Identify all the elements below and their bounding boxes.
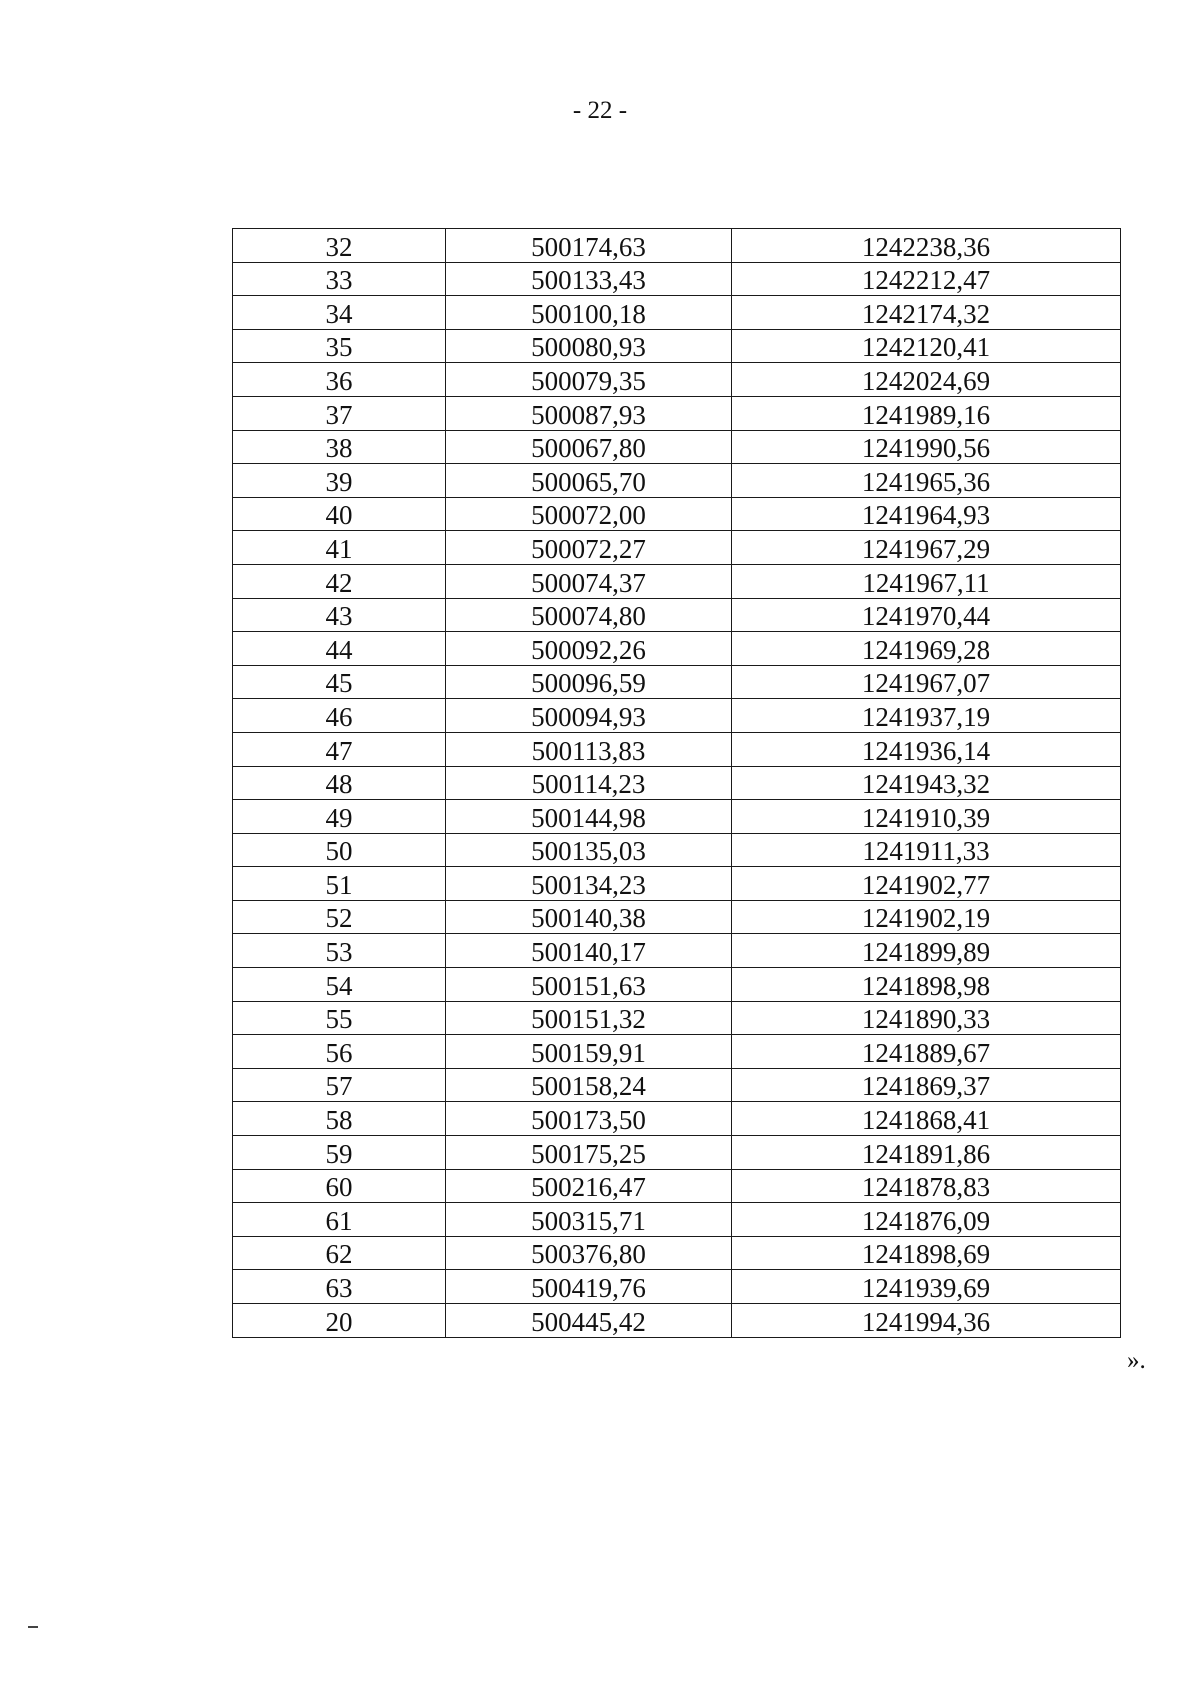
table-row — [233, 1102, 1121, 1136]
x-coordinate-cell: 500159,91 — [446, 1035, 732, 1069]
x-coordinate-cell: 500072,00 — [446, 497, 732, 531]
x-coordinate-cell: 500140,17 — [446, 934, 732, 968]
y-coordinate-cell: 1242120,41 — [732, 329, 1121, 363]
table-row — [233, 732, 1121, 766]
point-number-cell: 40 — [233, 497, 446, 531]
point-number-cell: 63 — [233, 1270, 446, 1304]
table-row — [233, 430, 1121, 464]
closing-quote-mark: ». — [1127, 1347, 1146, 1374]
y-coordinate-cell: 1242212,47 — [732, 262, 1121, 296]
table-row — [233, 1035, 1121, 1069]
point-number-cell: 32 — [233, 229, 446, 263]
scan-speck — [28, 1626, 38, 1628]
x-coordinate-cell: 500175,25 — [446, 1136, 732, 1170]
y-coordinate-cell: 1241910,39 — [732, 800, 1121, 834]
point-number-cell: 52 — [233, 900, 446, 934]
y-coordinate-cell: 1241970,44 — [732, 598, 1121, 632]
point-number-cell: 43 — [233, 598, 446, 632]
x-coordinate-cell: 500216,47 — [446, 1169, 732, 1203]
table-row — [233, 363, 1121, 397]
point-number-cell: 62 — [233, 1236, 446, 1270]
y-coordinate-cell: 1241898,98 — [732, 968, 1121, 1002]
point-number-cell: 20 — [233, 1304, 446, 1338]
y-coordinate-cell: 1242238,36 — [732, 229, 1121, 263]
point-number-cell: 48 — [233, 766, 446, 800]
coordinates-table-body — [233, 229, 1121, 1338]
table-row — [233, 1001, 1121, 1035]
y-coordinate-cell: 1241899,89 — [732, 934, 1121, 968]
table-row — [233, 632, 1121, 666]
x-coordinate-cell: 500158,24 — [446, 1068, 732, 1102]
x-coordinate-cell: 500080,93 — [446, 329, 732, 363]
y-coordinate-cell: 1241889,67 — [732, 1035, 1121, 1069]
point-number-cell: 57 — [233, 1068, 446, 1102]
x-coordinate-cell: 500114,23 — [446, 766, 732, 800]
table-row — [233, 296, 1121, 330]
y-coordinate-cell: 1241902,77 — [732, 867, 1121, 901]
x-coordinate-cell: 500173,50 — [446, 1102, 732, 1136]
y-coordinate-cell: 1241967,07 — [732, 665, 1121, 699]
point-number-cell: 47 — [233, 732, 446, 766]
table-row — [233, 800, 1121, 834]
table-row — [233, 1236, 1121, 1270]
table-row — [233, 1169, 1121, 1203]
y-coordinate-cell: 1241965,36 — [732, 464, 1121, 498]
x-coordinate-cell: 500096,59 — [446, 665, 732, 699]
y-coordinate-cell: 1241967,29 — [732, 531, 1121, 565]
table-row — [233, 1270, 1121, 1304]
table-row — [233, 329, 1121, 363]
x-coordinate-cell: 500100,18 — [446, 296, 732, 330]
point-number-cell: 45 — [233, 665, 446, 699]
x-coordinate-cell: 500074,37 — [446, 564, 732, 598]
point-number-cell: 38 — [233, 430, 446, 464]
x-coordinate-cell: 500151,63 — [446, 968, 732, 1002]
y-coordinate-cell: 1241943,32 — [732, 766, 1121, 800]
y-coordinate-cell: 1241902,19 — [732, 900, 1121, 934]
x-coordinate-cell: 500135,03 — [446, 833, 732, 867]
x-coordinate-cell: 500140,38 — [446, 900, 732, 934]
x-coordinate-cell: 500094,93 — [446, 699, 732, 733]
point-number-cell: 53 — [233, 934, 446, 968]
table-row — [233, 564, 1121, 598]
y-coordinate-cell: 1241878,83 — [732, 1169, 1121, 1203]
x-coordinate-cell: 500092,26 — [446, 632, 732, 666]
point-number-cell: 49 — [233, 800, 446, 834]
y-coordinate-cell: 1241937,19 — [732, 699, 1121, 733]
x-coordinate-cell: 500072,27 — [446, 531, 732, 565]
point-number-cell: 54 — [233, 968, 446, 1002]
table-row — [233, 1304, 1121, 1338]
x-coordinate-cell: 500133,43 — [446, 262, 732, 296]
x-coordinate-cell: 500315,71 — [446, 1203, 732, 1237]
y-coordinate-cell: 1242024,69 — [732, 363, 1121, 397]
y-coordinate-cell: 1241891,86 — [732, 1136, 1121, 1170]
y-coordinate-cell: 1241989,16 — [732, 396, 1121, 430]
table-row — [233, 900, 1121, 934]
y-coordinate-cell: 1241990,56 — [732, 430, 1121, 464]
y-coordinate-cell: 1241911,33 — [732, 833, 1121, 867]
x-coordinate-cell: 500419,76 — [446, 1270, 732, 1304]
table-row — [233, 531, 1121, 565]
x-coordinate-cell: 500134,23 — [446, 867, 732, 901]
point-number-cell: 58 — [233, 1102, 446, 1136]
table-row — [233, 1136, 1121, 1170]
point-number-cell: 37 — [233, 396, 446, 430]
table-row — [233, 262, 1121, 296]
table-row — [233, 934, 1121, 968]
coordinates-table — [232, 228, 1121, 1338]
y-coordinate-cell: 1241969,28 — [732, 632, 1121, 666]
point-number-cell: 42 — [233, 564, 446, 598]
x-coordinate-cell: 500087,93 — [446, 396, 732, 430]
table-row — [233, 464, 1121, 498]
point-number-cell: 44 — [233, 632, 446, 666]
y-coordinate-cell: 1241967,11 — [732, 564, 1121, 598]
y-coordinate-cell: 1241994,36 — [732, 1304, 1121, 1338]
x-coordinate-cell: 500174,63 — [446, 229, 732, 263]
y-coordinate-cell: 1241964,93 — [732, 497, 1121, 531]
x-coordinate-cell: 500445,42 — [446, 1304, 732, 1338]
point-number-cell: 35 — [233, 329, 446, 363]
point-number-cell: 34 — [233, 296, 446, 330]
table-row — [233, 867, 1121, 901]
x-coordinate-cell: 500376,80 — [446, 1236, 732, 1270]
y-coordinate-cell: 1241869,37 — [732, 1068, 1121, 1102]
x-coordinate-cell: 500074,80 — [446, 598, 732, 632]
point-number-cell: 56 — [233, 1035, 446, 1069]
y-coordinate-cell: 1241936,14 — [732, 732, 1121, 766]
table-row — [233, 1203, 1121, 1237]
point-number-cell: 50 — [233, 833, 446, 867]
table-row — [233, 766, 1121, 800]
table-row — [233, 598, 1121, 632]
point-number-cell: 39 — [233, 464, 446, 498]
x-coordinate-cell: 500079,35 — [446, 363, 732, 397]
y-coordinate-cell: 1242174,32 — [732, 296, 1121, 330]
table-row — [233, 1068, 1121, 1102]
y-coordinate-cell: 1241890,33 — [732, 1001, 1121, 1035]
table-row — [233, 968, 1121, 1002]
x-coordinate-cell: 500144,98 — [446, 800, 732, 834]
table-row — [233, 497, 1121, 531]
page-number: - 22 - — [572, 97, 628, 124]
point-number-cell: 41 — [233, 531, 446, 565]
point-number-cell: 51 — [233, 867, 446, 901]
point-number-cell: 60 — [233, 1169, 446, 1203]
point-number-cell: 59 — [233, 1136, 446, 1170]
x-coordinate-cell: 500065,70 — [446, 464, 732, 498]
table-row — [233, 396, 1121, 430]
table-row — [233, 833, 1121, 867]
y-coordinate-cell: 1241868,41 — [732, 1102, 1121, 1136]
point-number-cell: 46 — [233, 699, 446, 733]
point-number-cell: 61 — [233, 1203, 446, 1237]
x-coordinate-cell: 500113,83 — [446, 732, 732, 766]
y-coordinate-cell: 1241939,69 — [732, 1270, 1121, 1304]
point-number-cell: 55 — [233, 1001, 446, 1035]
point-number-cell: 33 — [233, 262, 446, 296]
table-row — [233, 665, 1121, 699]
y-coordinate-cell: 1241898,69 — [732, 1236, 1121, 1270]
table-row — [233, 229, 1121, 263]
x-coordinate-cell: 500067,80 — [446, 430, 732, 464]
x-coordinate-cell: 500151,32 — [446, 1001, 732, 1035]
point-number-cell: 36 — [233, 363, 446, 397]
table-row — [233, 699, 1121, 733]
y-coordinate-cell: 1241876,09 — [732, 1203, 1121, 1237]
